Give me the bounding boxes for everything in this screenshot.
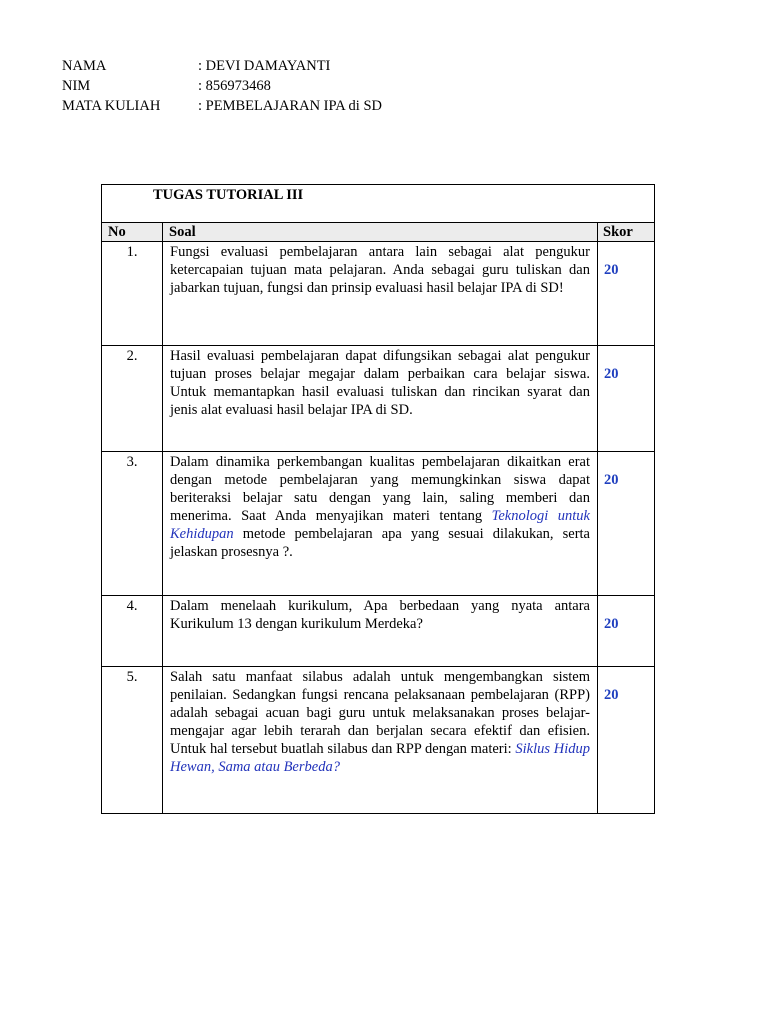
header-soal: Soal — [163, 223, 598, 242]
question-text — [163, 667, 598, 814]
field-mata-kuliah — [62, 96, 382, 116]
field-value: : DEVI DAMAYANTI — [198, 58, 331, 74]
question-text-part: Dalam dinamika perkembangan kualitas pembelajaran dikaitkan erat dengan metode pembelajaran yang memungkinkan siswa dapat beriteraksi belajar satu dengan yang lain, saling memberi dan menerima. Saat Anda menyajikan materi tentang — [170, 454, 590, 524]
tutorial-table — [101, 184, 655, 814]
score-value: 20 — [598, 242, 655, 346]
row-number: 3. — [102, 452, 163, 596]
header-no: No — [102, 223, 163, 242]
question-text-part: metode pembelajaran apa yang sesuai dilakukan, serta jelaskan prosesnya ?. — [170, 526, 590, 560]
table-header-row — [102, 223, 655, 242]
row-number: 5. — [102, 667, 163, 814]
field-value: : 856973468 — [198, 78, 271, 94]
field-label: NAMA — [62, 58, 107, 74]
student-info — [62, 56, 382, 116]
field-nama — [62, 56, 382, 76]
field-nim — [62, 76, 382, 96]
question-text: Fungsi evaluasi pembelajaran antara lain sebagai alat pengukur ketercapaian tujuan mata pelajaran. Anda sebagai guru tuliskan dan jabarkan tujuan, fungsi dan prinsip evaluasi hasil belajar IPA di SD! — [163, 242, 598, 346]
table-row — [102, 346, 655, 452]
field-label: NIM — [62, 78, 91, 94]
row-number: 2. — [102, 346, 163, 452]
score-value: 20 — [598, 452, 655, 596]
header-skor: Skor — [598, 223, 655, 242]
material-topic: Teknologi untuk Kehidupan — [170, 508, 590, 542]
score-value: 20 — [598, 346, 655, 452]
question-text: Dalam menelaah kurikulum, Apa berbedaan yang nyata antara Kurikulum 13 dengan kurikulum Merdeka? — [163, 596, 598, 667]
table-title: TUGAS TUTORIAL III — [102, 185, 655, 223]
score-value: 20 — [598, 596, 655, 667]
table-row — [102, 242, 655, 346]
table-row — [102, 452, 655, 596]
row-number: 1. — [102, 242, 163, 346]
table-title-row — [102, 185, 655, 223]
field-label: MATA KULIAH — [62, 98, 161, 114]
material-topic: Siklus Hidup Hewan, Sama atau Berbeda? — [170, 741, 590, 775]
question-text: Hasil evaluasi pembelajaran dapat difungsikan sebagai alat pengukur tujuan proses belajar megajar dalam perbaikan cara belajar siswa. Untuk memantapkan hasil evaluasi tuliskan dan rincikan syarat dan jenis alat evaluasi hasil belajar IPA di SD. — [163, 346, 598, 452]
question-text — [163, 452, 598, 596]
field-value: : PEMBELAJARAN IPA di SD — [198, 98, 382, 114]
table-row — [102, 667, 655, 814]
score-value: 20 — [598, 667, 655, 814]
table-row — [102, 596, 655, 667]
question-text-part: Salah satu manfaat silabus adalah untuk mengembangkan sistem penilaian. Sedangkan fungsi rencana pelaksanaan pembelajaran (RPP) adalah sebagai acuan bagi guru untuk melaksanakan proses belajar-mengajar agar lebih terarah dan berjalan secara efektif dan efisien. Untuk hal tersebut buatlah silabus dan RPP dengan materi: — [170, 669, 590, 757]
row-number: 4. — [102, 596, 163, 667]
